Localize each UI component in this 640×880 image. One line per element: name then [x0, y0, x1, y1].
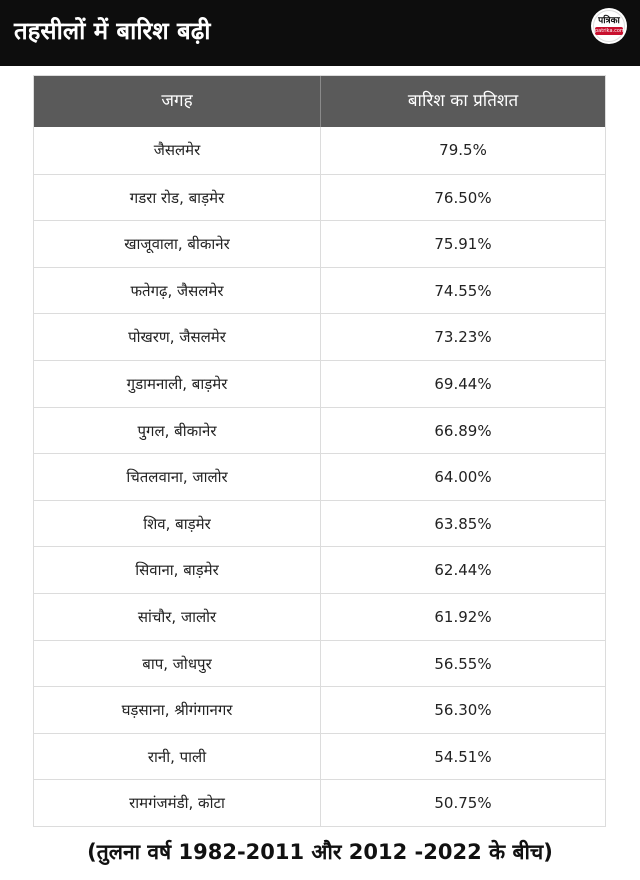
table-body [34, 127, 605, 826]
table-row [34, 220, 605, 267]
logo-band [595, 27, 623, 35]
place-cell: जैसलमेर [153, 141, 201, 159]
title-bar [0, 0, 640, 66]
place-cell: घड़साना, श्रीगंगानगर [121, 701, 233, 720]
percent-cell: 66.89% [434, 421, 492, 440]
place-cell: गडरा रोड, बाड़मेर [129, 188, 225, 207]
column-header-place: जगह [161, 91, 193, 111]
place-cell: गुडामनाली, बाड़मेर [126, 374, 228, 393]
percent-cell: 56.55% [434, 654, 492, 673]
table-row [34, 127, 605, 174]
table-row [34, 779, 605, 826]
table-row [34, 267, 605, 314]
table-row [34, 360, 605, 407]
table-row [34, 174, 605, 221]
place-cell: रामगंजमंडी, कोटा [129, 794, 225, 813]
table-header [34, 76, 605, 127]
place-cell: खाजूवाला, बीकानेर [124, 235, 230, 254]
comparison-footnote: (तुलना वर्ष 1982-2011 और 2012 -2022 के बीच) [87, 840, 553, 864]
logo-text: पत्रिका [598, 16, 620, 26]
table-row [34, 686, 605, 733]
table-row [34, 733, 605, 780]
percent-cell: 76.50% [434, 188, 492, 207]
percent-cell: 64.00% [434, 468, 492, 487]
column-header-percent: बारिश का प्रतिशत [407, 91, 519, 111]
percent-cell: 61.92% [434, 607, 492, 626]
patrika-logo [591, 8, 627, 44]
percent-cell: 63.85% [434, 514, 492, 533]
table-row [34, 593, 605, 640]
place-cell: फतेगढ़, जैसलमेर [130, 281, 224, 300]
place-cell: बाप, जोधपुर [142, 654, 212, 673]
percent-cell: 69.44% [434, 374, 492, 393]
place-cell: पुगल, बीकानेर [137, 421, 217, 440]
table-row [34, 640, 605, 687]
place-cell: सिवाना, बाड़मेर [135, 561, 219, 580]
place-cell: पोखरण, जैसलमेर [128, 328, 226, 347]
logo-band-text: patrika.com [595, 28, 625, 34]
table-row [34, 546, 605, 593]
place-cell: सांचौर, जालोर [137, 607, 217, 626]
percent-cell: 75.91% [434, 235, 492, 254]
percent-cell: 79.5% [439, 141, 487, 159]
percent-cell: 73.23% [434, 328, 492, 347]
percent-cell: 74.55% [434, 281, 492, 300]
percent-cell: 56.30% [434, 701, 492, 720]
table-row [34, 313, 605, 360]
percent-cell: 54.51% [434, 747, 492, 766]
rainfall-table [33, 75, 606, 827]
table-row [34, 453, 605, 500]
percent-cell: 50.75% [434, 794, 492, 813]
table-row [34, 407, 605, 454]
place-cell: शिव, बाड़मेर [143, 514, 211, 533]
table-row [34, 500, 605, 547]
place-cell: रानी, पाली [147, 747, 207, 766]
place-cell: चितलवाना, जालोर [126, 468, 228, 487]
page-title: तहसीलों में बारिश बढ़ी [14, 17, 211, 45]
percent-cell: 62.44% [434, 561, 492, 580]
